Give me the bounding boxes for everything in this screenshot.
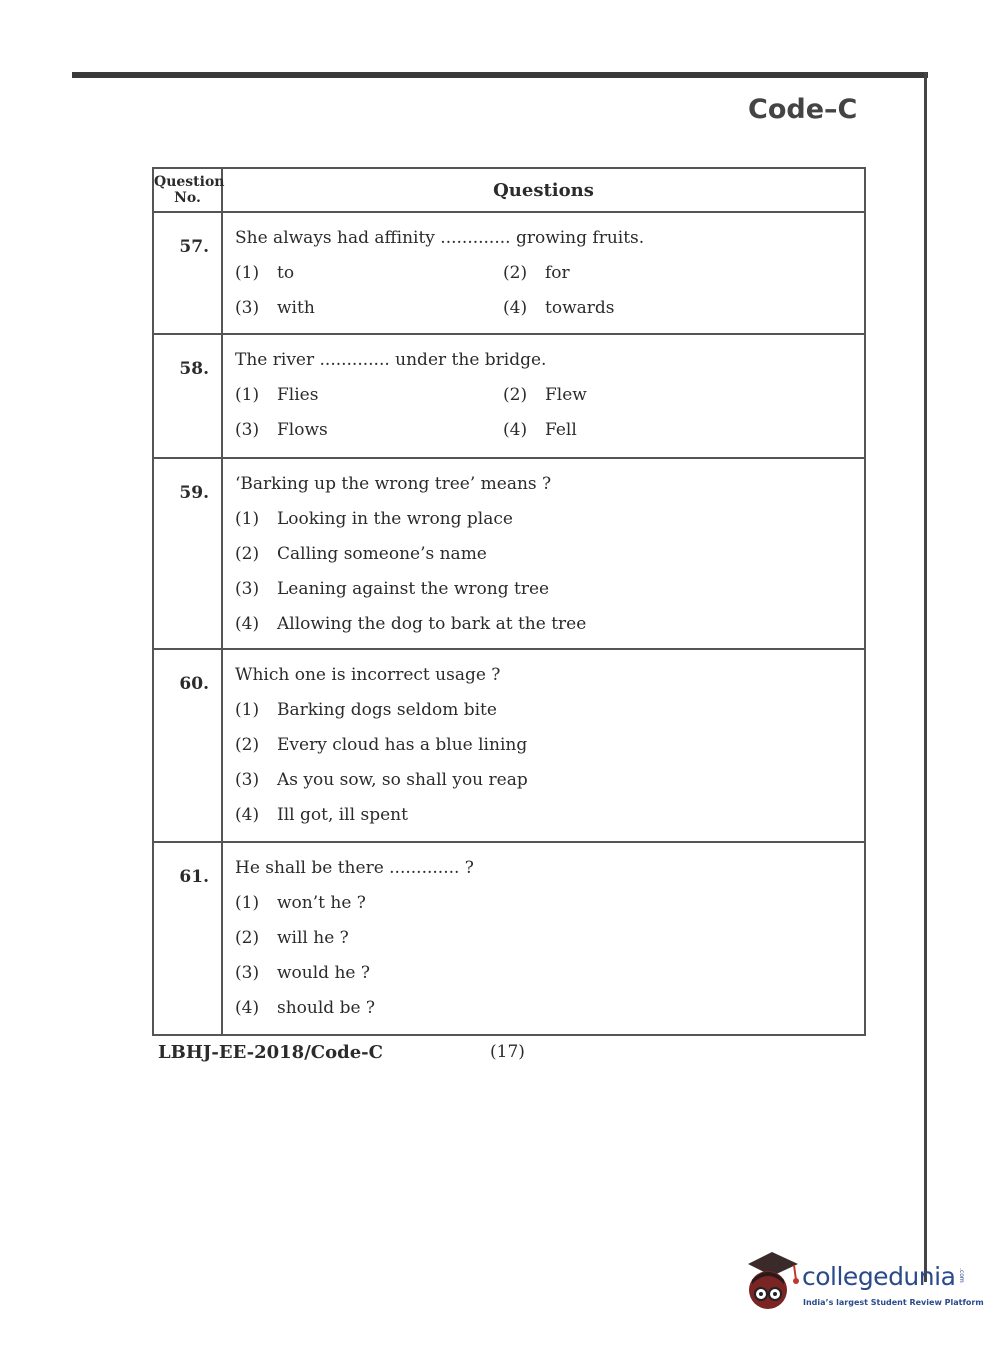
- option-text: Looking in the wrong place: [277, 509, 513, 529]
- question-body: [222, 334, 865, 458]
- option-number: (1): [235, 385, 260, 405]
- option-text: Allowing the dog to bark at the tree: [277, 614, 587, 634]
- table-header-row: [153, 168, 865, 212]
- collegedunia-logo: [742, 1250, 984, 1320]
- option: [235, 804, 852, 839]
- option-number: (4): [235, 805, 260, 825]
- option: [235, 384, 503, 419]
- question-body: [222, 649, 865, 842]
- option-text: with: [277, 298, 315, 318]
- option-number: (2): [235, 735, 260, 755]
- option-text: towards: [545, 298, 615, 318]
- option-text: would he ?: [277, 963, 370, 983]
- option-text: Flows: [277, 420, 328, 440]
- right-rule: [924, 72, 927, 1282]
- option-number: (4): [235, 998, 260, 1018]
- question-no-header-line2: No.: [174, 190, 201, 206]
- logo-com: .com: [958, 1268, 965, 1283]
- question-stem: The river ............. under the bridge.: [235, 350, 547, 370]
- option-number: (4): [503, 298, 528, 318]
- option: [503, 419, 852, 454]
- option-text: Calling someone’s name: [277, 544, 487, 564]
- option: [235, 508, 852, 543]
- question-stem: She always had affinity ............. growing fruits.: [235, 228, 645, 248]
- question-number: 57.: [153, 212, 222, 334]
- option: [503, 262, 852, 297]
- option: [235, 962, 852, 997]
- question-row: [153, 842, 865, 1035]
- option-text: for: [545, 263, 570, 283]
- option-number: (3): [235, 579, 260, 599]
- option: [503, 384, 852, 419]
- question-number: 60.: [153, 649, 222, 842]
- option-text: As you sow, so shall you reap: [277, 770, 528, 790]
- option: [235, 419, 503, 454]
- option: [235, 262, 503, 297]
- option-number: (2): [235, 544, 260, 564]
- option: [235, 892, 852, 927]
- questions-header: Questions: [222, 168, 865, 212]
- question-no-header: [153, 168, 225, 212]
- option: [235, 734, 852, 769]
- option-number: (4): [503, 420, 528, 440]
- option-text: Flew: [545, 385, 587, 405]
- question-row: [153, 649, 865, 842]
- option-text: Every cloud has a blue lining: [277, 735, 528, 755]
- option-number: (2): [503, 263, 528, 283]
- question-row: [153, 458, 865, 649]
- option: [235, 578, 852, 613]
- option: [235, 997, 852, 1032]
- mascot-icon: [742, 1250, 800, 1316]
- option-number: (2): [503, 385, 528, 405]
- option-number: (3): [235, 770, 260, 790]
- option-number: (1): [235, 263, 260, 283]
- logo-wordmark: collegedunia: [802, 1262, 956, 1291]
- option-text: should be ?: [277, 998, 376, 1018]
- option: [235, 927, 852, 962]
- option-text: Barking dogs seldom bite: [277, 700, 497, 720]
- question-row: [153, 334, 865, 458]
- option-text: Fell: [545, 420, 577, 440]
- option: [235, 613, 852, 648]
- logo-tagline: India’s largest Student Review Platform: [803, 1298, 984, 1307]
- option-number: (3): [235, 298, 260, 318]
- option: [503, 297, 852, 332]
- option-number: (3): [235, 963, 260, 983]
- option-text: will he ?: [277, 928, 349, 948]
- question-body: [222, 458, 865, 649]
- option-number: (1): [235, 893, 260, 913]
- option-text: to: [277, 263, 295, 283]
- top-rule: [72, 72, 928, 78]
- option: [235, 769, 852, 804]
- option: [235, 699, 852, 734]
- question-number: 59.: [153, 458, 222, 649]
- page-number: (17): [490, 1042, 525, 1062]
- option-number: (3): [235, 420, 260, 440]
- question-number: 61.: [153, 842, 222, 1035]
- question-body: [222, 212, 865, 334]
- option: [235, 297, 503, 332]
- question-no-header-line1: Question: [154, 174, 225, 190]
- question-table: [152, 167, 866, 1036]
- question-row: [153, 212, 865, 334]
- option-text: Flies: [277, 385, 319, 405]
- option-number: (2): [235, 928, 260, 948]
- question-stem: Which one is incorrect usage ?: [235, 665, 501, 685]
- option-number: (1): [235, 509, 260, 529]
- option-number: (4): [235, 614, 260, 634]
- option-text: Ill got, ill spent: [277, 805, 408, 825]
- question-stem: He shall be there ............. ?: [235, 858, 474, 878]
- question-number: 58.: [153, 334, 222, 458]
- option-text: won’t he ?: [277, 893, 366, 913]
- paper-code: Code–C: [748, 94, 858, 125]
- question-stem: ‘Barking up the wrong tree’ means ?: [235, 474, 552, 494]
- footer-paper-code: LBHJ-EE-2018/Code-C: [158, 1042, 383, 1063]
- question-body: [222, 842, 865, 1035]
- option-number: (1): [235, 700, 260, 720]
- option-text: Leaning against the wrong tree: [277, 579, 550, 599]
- option: [235, 543, 852, 578]
